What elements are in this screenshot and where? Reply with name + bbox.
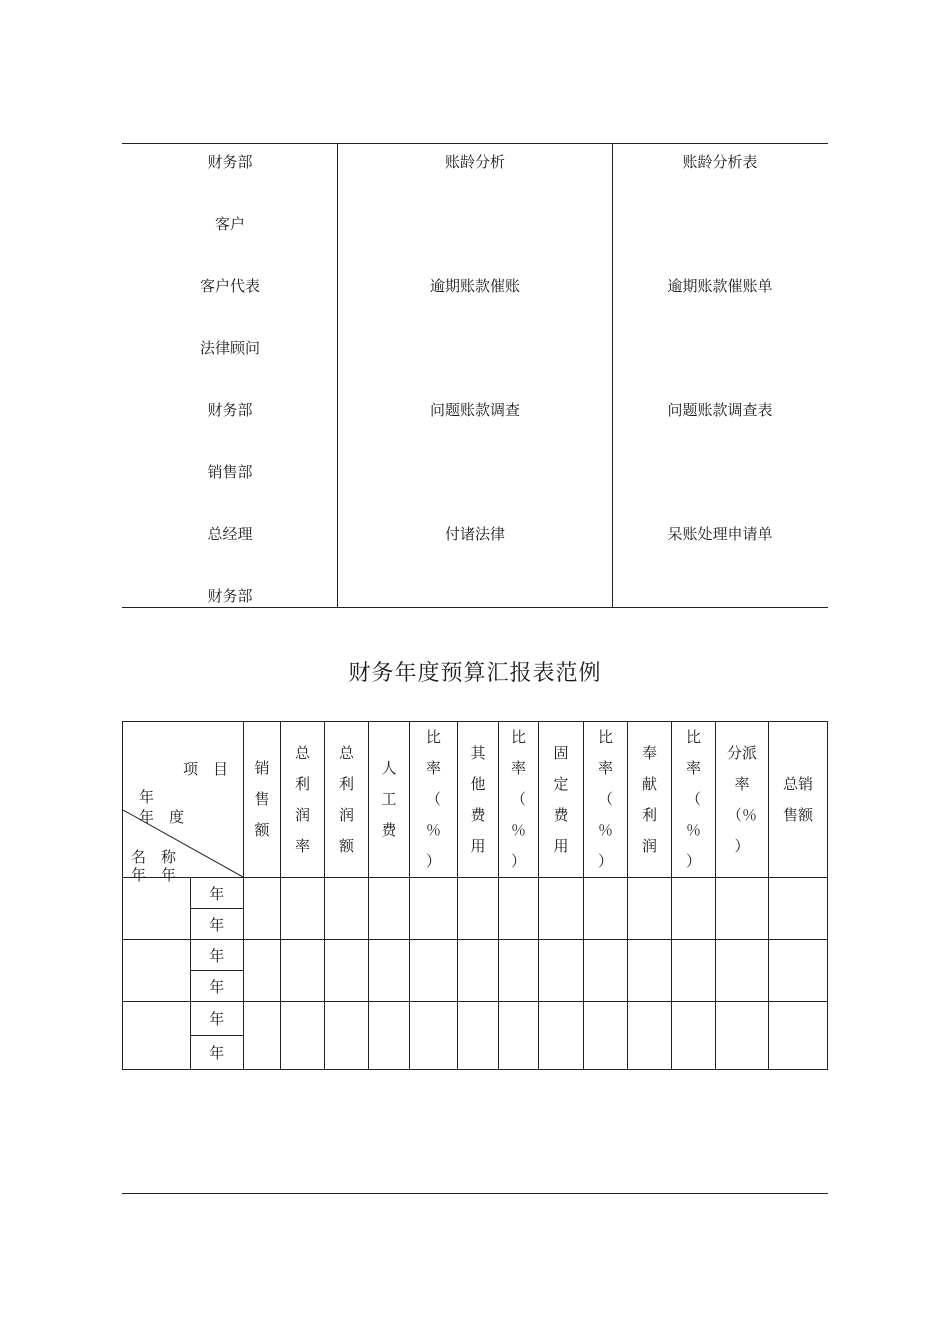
column-header-text: 其 他 费 用 (470, 743, 486, 855)
data-cell (410, 878, 458, 940)
dept-label: 客户代表 (199, 277, 260, 295)
data-cell (499, 940, 539, 1002)
corner-year-label: 年 (139, 788, 155, 806)
year-cell: 年 (190, 940, 243, 971)
column-header (325, 722, 369, 878)
year-cell: 年 (190, 878, 243, 909)
name-cell (123, 940, 191, 1002)
column-header (281, 722, 325, 878)
budget-table (122, 721, 828, 1070)
document-label: 逾期账款催账单 (667, 277, 773, 295)
flow-divider-2 (612, 143, 613, 608)
dept-label: 财务部 (207, 587, 253, 605)
column-header-text: 总 利 润 额 (338, 743, 354, 855)
data-cell (769, 878, 828, 940)
column-header-text: 销 售 额 (254, 759, 270, 839)
data-cell (325, 1002, 369, 1070)
data-cell (672, 940, 716, 1002)
data-cell (716, 1002, 769, 1070)
data-cell (281, 878, 325, 940)
dept-label: 总经理 (207, 525, 253, 543)
dept-label: 财务部 (207, 401, 253, 419)
column-header (369, 722, 410, 878)
dept-label: 财务部 (207, 153, 253, 171)
action-label: 问题账款调查 (429, 401, 520, 419)
diagonal-header (123, 722, 243, 884)
table-row (123, 1002, 828, 1036)
column-header (628, 722, 672, 878)
data-cell (584, 1002, 628, 1070)
year-cell: 年 (190, 1002, 243, 1036)
corner-year-degree-label: 年 度 (139, 808, 185, 826)
data-cell (769, 940, 828, 1002)
year-cell: 年 (190, 971, 243, 1002)
action-label: 账龄分析 (444, 153, 505, 171)
document-label: 呆账处理申请单 (667, 525, 773, 543)
column-header-text: 总 利 润 率 (294, 743, 310, 855)
corner-name-label: 名 称 (131, 848, 177, 866)
column-header (244, 722, 281, 878)
data-cell (584, 940, 628, 1002)
data-cell (458, 940, 499, 1002)
corner-year-year-label: 年 年 (131, 866, 177, 884)
data-cell (628, 1002, 672, 1070)
data-cell (281, 1002, 325, 1070)
data-cell (716, 878, 769, 940)
data-cell (410, 1002, 458, 1070)
table-row (123, 878, 828, 909)
dept-label: 销售部 (207, 463, 253, 481)
data-cell (539, 1002, 584, 1070)
flow-divider-1 (337, 143, 338, 608)
data-cell (325, 940, 369, 1002)
data-cell (672, 878, 716, 940)
data-cell (716, 940, 769, 1002)
data-cell (244, 940, 281, 1002)
data-cell (499, 1002, 539, 1070)
table-row (123, 940, 828, 971)
data-cell (628, 878, 672, 940)
data-cell (769, 1002, 828, 1070)
data-cell (369, 878, 410, 940)
column-header (539, 722, 584, 878)
data-cell (369, 940, 410, 1002)
column-header (410, 722, 458, 878)
data-cell (672, 1002, 716, 1070)
data-cell (281, 940, 325, 1002)
name-cell (123, 1002, 191, 1070)
flow-bottom-rule (122, 607, 828, 608)
data-cell (628, 940, 672, 1002)
data-cell (458, 1002, 499, 1070)
data-cell (584, 878, 628, 940)
flow-top-rule (122, 143, 828, 144)
year-cell: 年 (190, 909, 243, 940)
data-cell (244, 1002, 281, 1070)
data-cell (499, 878, 539, 940)
document-label: 账龄分析表 (682, 153, 758, 171)
page-title: 财务年度预算汇报表范例 (348, 661, 602, 686)
header-row (123, 722, 828, 878)
year-cell: 年 (190, 1036, 243, 1070)
column-header-text: 比 率 （ ％ ） (510, 728, 526, 870)
data-cell (539, 940, 584, 1002)
column-header-text: 比 率 （ ％ ） (597, 728, 613, 870)
data-cell (410, 940, 458, 1002)
column-header (458, 722, 499, 878)
column-header (672, 722, 716, 878)
name-cell (123, 878, 191, 940)
column-header-text: 固 定 费 用 (553, 743, 569, 855)
column-header (716, 722, 769, 878)
corner-item-label: 项 目 (183, 760, 229, 778)
footer-rule (122, 1193, 828, 1194)
data-cell (244, 878, 281, 940)
data-cell (369, 1002, 410, 1070)
dept-label: 客户 (214, 215, 245, 233)
column-header-text: 分派 率 （％ ） (726, 743, 757, 855)
column-header-text: 比 率 （ ％ ） (425, 728, 441, 870)
column-header (769, 722, 828, 878)
action-label: 逾期账款催账 (429, 277, 520, 295)
corner-header-cell (123, 722, 244, 884)
column-header (499, 722, 539, 878)
column-header (584, 722, 628, 878)
document-label: 问题账款调查表 (667, 401, 773, 419)
column-header-text: 奉 献 利 润 (641, 743, 657, 855)
data-cell (325, 878, 369, 940)
column-header-text: 比 率 （ ％ ） (685, 728, 701, 870)
action-label: 付诸法律 (444, 525, 505, 543)
data-cell (458, 878, 499, 940)
column-header-text: 总销 售额 (782, 774, 813, 824)
dept-label: 法律顾问 (199, 339, 260, 357)
column-header-text: 人 工 费 (381, 759, 397, 839)
data-cell (539, 878, 584, 940)
